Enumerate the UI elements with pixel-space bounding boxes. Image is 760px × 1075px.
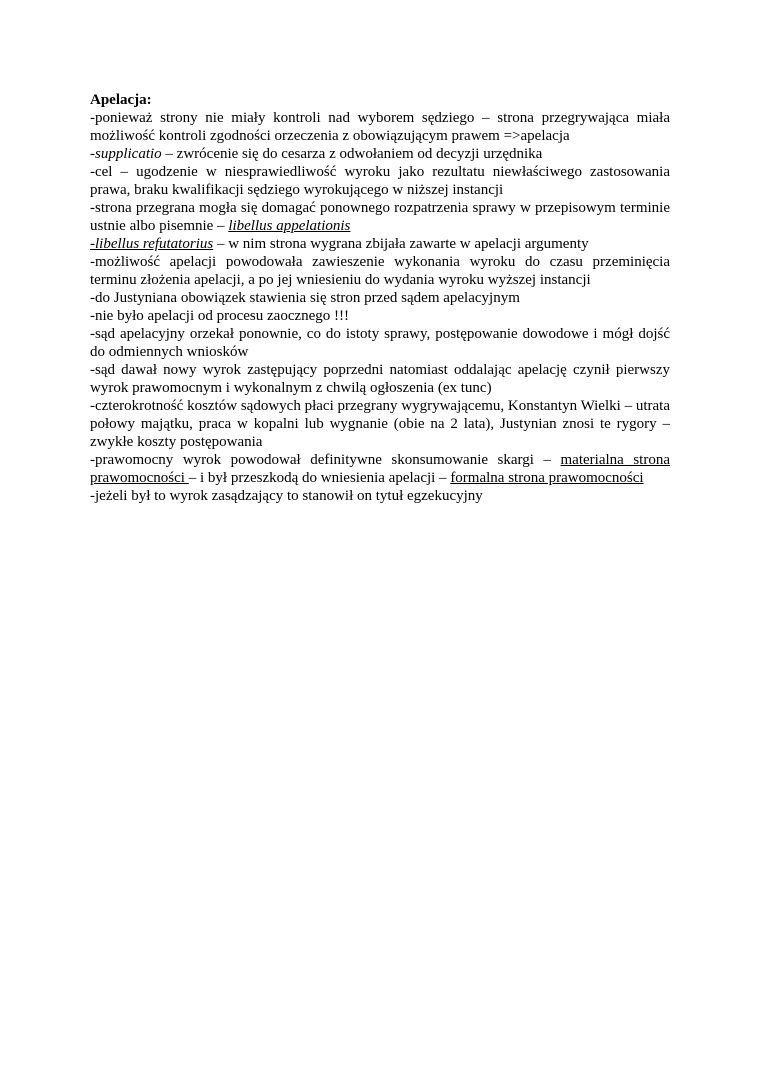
document-paragraph <box>90 199 670 235</box>
document-paragraph <box>90 109 670 145</box>
paragraph-text-segment: -libellus refutatorius <box>90 236 214 252</box>
document-paragraph <box>90 253 670 289</box>
document-paragraph <box>90 235 670 253</box>
document-paragraph <box>90 163 670 199</box>
paragraph-text-segment: -jeżeli był to wyrok zasądzający to stanowił on tytuł egzekucyjny <box>90 488 483 504</box>
paragraph-text-segment: -nie było apelacji od procesu zaocznego !!! <box>90 308 350 324</box>
document-paragraph <box>90 289 670 307</box>
paragraph-text-segment: – w nim strona wygrana zbijała zawarte w apelacji argumenty <box>213 236 589 252</box>
document-paragraph <box>90 397 670 451</box>
paragraph-text-segment: – zwrócenie się do cesarza z odwołaniem od decyzji urzędnika <box>161 146 543 162</box>
document-paragraph <box>90 307 670 325</box>
document-page <box>90 91 670 505</box>
paragraph-text-segment: -czterokrotność kosztów sądowych płaci przegrany wygrywającemu, Konstantyn Wielki – utrata połowy majątku, praca w kopalni lub wygnanie (obie na 2 lata), Justynian znosi te rygory – zwykłe koszty postępowania <box>90 398 670 450</box>
paragraph-text-segment: -sąd dawał nowy wyrok zastępujący poprzedni natomiast oddalając apelację czynił pierwszy wyrok prawomocnym i wykonalnym z chwilą ogłoszenia (ex tunc) <box>90 362 670 396</box>
document-paragraph <box>90 451 670 487</box>
paragraph-text-segment: -możliwość apelacji powodowała zawieszenie wykonania wyroku do czasu przeminięcia terminu złożenia apelacji, a po jej wniesieniu do wydania wyroku wyższej instancji <box>90 254 670 288</box>
paragraph-text-segment: -supplicatio <box>90 146 162 162</box>
paragraph-text-segment: libellus appelationis <box>228 218 351 234</box>
paragraph-text-segment: -strona przegrana mogła się domagać ponownego rozpatrzenia sprawy w przepisowym terminie ustnie albo pisemnie – <box>90 200 670 234</box>
document-heading: Apelacja: <box>90 92 152 108</box>
paragraph-text-segment: -prawomocny wyrok powodował definitywne skonsumowanie skargi – <box>90 452 561 468</box>
document-paragraph <box>90 487 670 505</box>
paragraph-text-segment: -do Justyniana obowiązek stawienia się stron przed sądem apelacyjnym <box>90 290 520 306</box>
paragraph-text-segment: materialna strona prawomocności <box>90 452 670 486</box>
paragraph-text-segment: formalna strona prawomocności <box>450 470 644 486</box>
document-body <box>90 109 670 505</box>
paragraph-text-segment: – i był przeszkodą do wniesienia apelacji – <box>188 470 451 486</box>
document-paragraph <box>90 361 670 397</box>
document-paragraph <box>90 325 670 361</box>
paragraph-text-segment: -sąd apelacyjny orzekał ponownie, co do istoty sprawy, postępowanie dowodowe i mógł dojść do odmiennych wniosków <box>90 326 670 360</box>
document-paragraph <box>90 145 670 163</box>
paragraph-text-segment: -cel – ugodzenie w niesprawiedliwość wyroku jako rezultatu niewłaściwego zastosowania prawa, braku kwalifikacji sędziego wyrokującego w niższej instancji <box>90 164 670 198</box>
paragraph-text-segment: -ponieważ strony nie miały kontroli nad wyborem sędziego – strona przegrywająca miała możliwość kontroli zgodności orzeczenia z obowiązującym prawem =>apelacja <box>90 110 670 144</box>
